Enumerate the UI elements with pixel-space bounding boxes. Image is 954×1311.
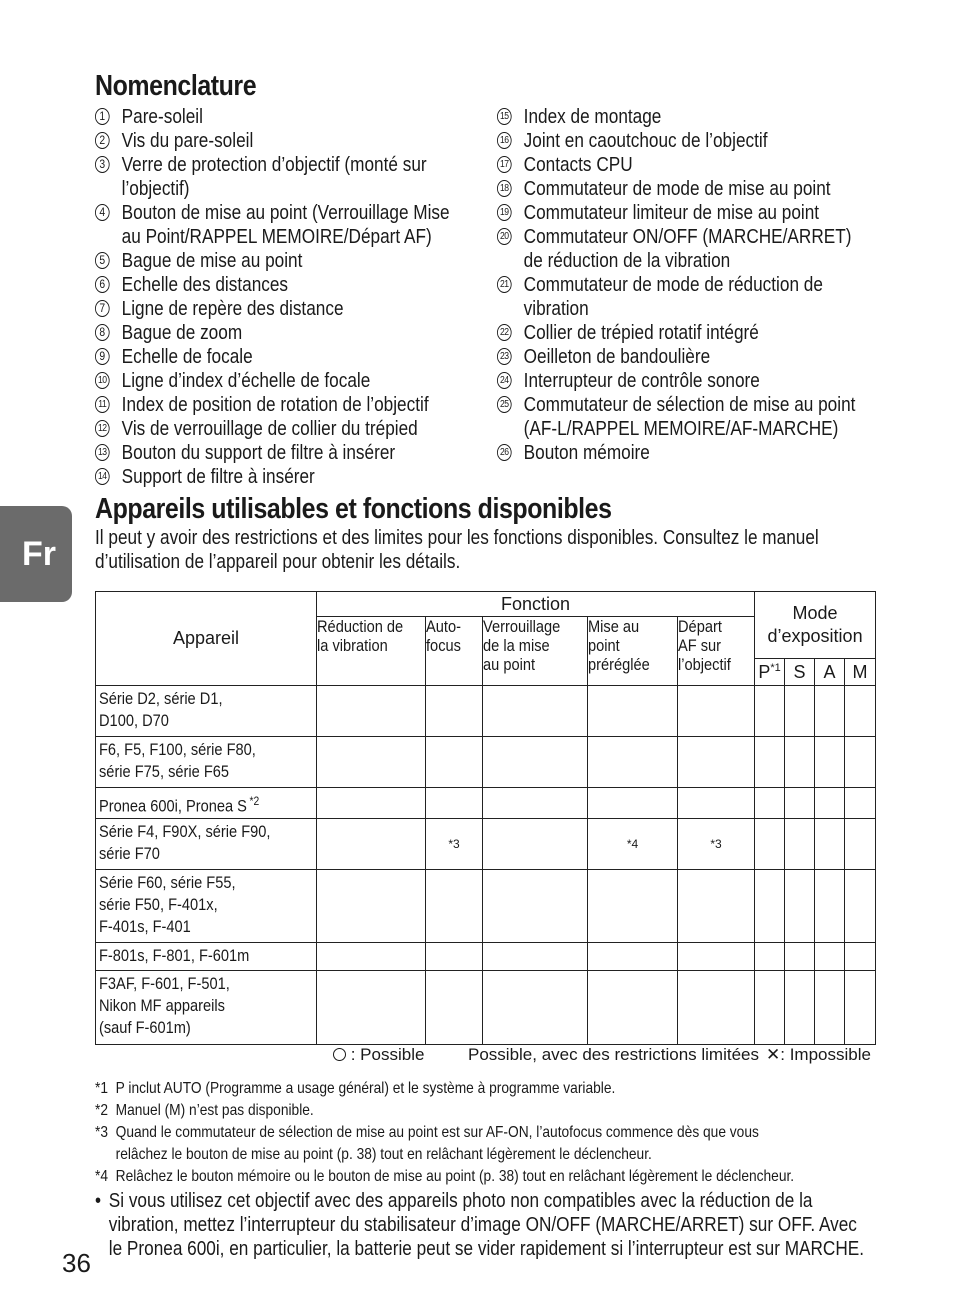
cross-icon: ✕ (766, 1045, 781, 1064)
camera-cell-inner (99, 790, 286, 818)
item-label: Vis de verrouillage de collier du trépied (121, 418, 418, 440)
function-cell (588, 686, 678, 737)
item-number-badge: 11 (95, 396, 110, 413)
item-number-badge: 15 (497, 108, 512, 125)
page-number: 36 (62, 1248, 91, 1278)
function-cell (815, 686, 845, 737)
function-cell (678, 788, 755, 819)
table-row (96, 788, 876, 819)
footnote-text: Quand le commutateur de sélection de mise au point est sur AF-ON, l’autofocus commence dès que vous (115, 1124, 759, 1141)
camera-cell (96, 970, 317, 1044)
item-number-badge: 1 (95, 108, 110, 125)
nomenclature-item (497, 393, 855, 441)
header-line: l’objectif (678, 655, 731, 674)
function-cell (785, 970, 815, 1044)
legend-impossible-text: : Impossible (780, 1045, 871, 1064)
function-cell (588, 942, 678, 970)
footnote (95, 1100, 794, 1122)
item-label-cont: de réduction de la vibration (523, 250, 731, 272)
nomenclature-item (95, 297, 450, 321)
camera-name: Série F60, série F55, (99, 872, 236, 892)
legend-possible (333, 1045, 424, 1065)
footnote (95, 1166, 794, 1188)
header-line: Réduction de (317, 617, 404, 636)
legend-possible-text: : Possible (350, 1045, 425, 1064)
item-label: Support de filtre à insérer (121, 466, 315, 488)
function-cell (483, 869, 588, 942)
function-cell (426, 869, 483, 942)
sub-reduction-vibration (317, 617, 426, 686)
footnotes-inner (95, 1078, 794, 1188)
camera-name: série F50, F-401x, (99, 894, 218, 914)
table-row (96, 970, 876, 1044)
camera-name: série F70 (99, 843, 160, 863)
item-label: Commutateur de sélection de mise au point (523, 394, 856, 416)
item-label: Commutateur limiteur de mise au point (523, 202, 820, 224)
mode-p-note: *1 (770, 661, 781, 674)
sub-vr-lines (317, 617, 410, 655)
camera-name: (sauf F-601m) (99, 1017, 191, 1037)
function-cell (483, 818, 588, 869)
footnote-text: Manuel (M) n’est pas disponible. (115, 1102, 314, 1119)
nomenclature-item (95, 417, 450, 441)
sub-autofocus (426, 617, 483, 686)
header-line: AF sur (678, 636, 722, 655)
camera-cell-inner (99, 688, 286, 732)
item-label: Collier de trépied rotatif intégré (523, 322, 759, 344)
nomenclature-left-inner (95, 105, 450, 489)
function-cell (785, 686, 815, 737)
bullet-note-inner (95, 1189, 864, 1261)
nomenclature-title (95, 70, 282, 103)
item-number-badge: 9 (95, 348, 110, 365)
sub-preset-lines (588, 617, 665, 674)
function-cell (588, 970, 678, 1044)
item-number-badge: 25 (497, 396, 512, 413)
nomenclature-item (95, 369, 450, 393)
function-cell (845, 788, 876, 819)
intro-line-2: d’utilisation de l’appareil pour obtenir les détails. (95, 551, 461, 573)
item-label: Interrupteur de contrôle sonore (523, 370, 760, 392)
nomenclature-item (95, 321, 450, 345)
header-line: au point (483, 655, 536, 674)
function-cell (845, 686, 876, 737)
camera-name-line (99, 973, 286, 995)
function-cell (426, 686, 483, 737)
function-cell (845, 818, 876, 869)
circle-icon (333, 1048, 346, 1061)
legend-impossible (766, 1045, 871, 1065)
header-line: Auto- (426, 617, 461, 636)
function-cell (678, 686, 755, 737)
item-label: Commutateur de mode de mise au point (523, 178, 831, 200)
function-cell (815, 970, 845, 1044)
item-label: Echelle des distances (121, 274, 289, 296)
function-cell (785, 788, 815, 819)
camera-name-line (99, 710, 286, 732)
function-cell (755, 869, 785, 942)
function-cell (426, 737, 483, 788)
mode-p (755, 659, 785, 686)
nomenclature-item (497, 129, 855, 153)
nomenclature-item (95, 393, 450, 417)
nomenclature-item (497, 369, 855, 393)
item-label: Bague de mise au point (121, 250, 303, 272)
function-cell: *4 (588, 818, 678, 869)
function-cell (588, 737, 678, 788)
footnote-text: P inclut AUTO (Programme a usage général) et le système à programme variable. (115, 1080, 616, 1097)
item-label-cont: (AF-L/RAPPEL MEMOIRE/AF-MARCHE) (523, 418, 839, 440)
mode-a: A (815, 659, 845, 686)
camera-name-line (99, 739, 286, 761)
function-cell (845, 942, 876, 970)
item-number-badge: 2 (95, 132, 110, 149)
item-label: Index de montage (523, 106, 662, 128)
function-cell (845, 737, 876, 788)
nomenclature-title-text: Nomenclature (95, 70, 257, 102)
item-label: Vis du pare-soleil (121, 130, 254, 152)
camera-name: Série F4, F90X, série F90, (99, 821, 271, 841)
function-cell (317, 788, 426, 819)
header-line: la vibration (317, 636, 388, 655)
compat-title (95, 493, 696, 526)
nomenclature-left-list (95, 105, 507, 489)
camera-name: Nikon MF appareils (99, 995, 225, 1015)
sub-mise-au-point-prereglee (588, 617, 678, 686)
item-number-badge: 13 (95, 444, 110, 461)
header-line: point (588, 636, 620, 655)
function-cell (815, 942, 845, 970)
nomenclature-item (497, 105, 855, 129)
intro-line-1: Il peut y avoir des restrictions et des limites pour les fonctions disponibles. Consultez le manuel (95, 527, 819, 549)
bullet-note (95, 1189, 954, 1261)
item-number-badge: 21 (497, 276, 512, 293)
camera-name-line (99, 790, 286, 818)
camera-name: Série D2, série D1, (99, 689, 223, 708)
function-cell (815, 788, 845, 819)
bullet-line-2: vibration, mettez l’interrupteur du stabilisateur d’image ON/OFF (MARCHE/ARRET) sur OFF. Avec (108, 1214, 857, 1236)
footnote (95, 1078, 794, 1100)
function-cell (755, 737, 785, 788)
function-cell (755, 686, 785, 737)
camera-name: série F75, série F65 (99, 762, 230, 781)
item-label: Contacts CPU (523, 154, 633, 176)
header-line: focus (426, 636, 461, 655)
bullet-line-3: le Pronea 600i, en particulier, la batterie peut se vider rapidement si l’interrupteur est sur MARCHE. (108, 1238, 865, 1260)
camera-name-line (99, 995, 286, 1017)
function-cell (483, 737, 588, 788)
nomenclature-item (497, 225, 855, 273)
function-cell (426, 788, 483, 819)
nomenclature-item (95, 465, 450, 489)
item-number-badge: 20 (497, 228, 512, 245)
function-cell (483, 788, 588, 819)
function-cell (317, 737, 426, 788)
footnote-text: Relâchez le bouton mémoire ou le bouton de mise au point (p. 38) tout en relâchant légèrement le déclencheur. (115, 1168, 795, 1185)
header-mode-exposition (755, 592, 876, 659)
item-label: Bouton du support de filtre à insérer (121, 442, 396, 464)
function-cell (483, 942, 588, 970)
compat-intro-inner (95, 526, 819, 574)
function-cell (845, 869, 876, 942)
item-label: Ligne d’index d’échelle de focale (121, 370, 371, 392)
header-mode-line1: Mode (792, 603, 838, 623)
nomenclature-item (497, 345, 855, 369)
item-label: Oeilleton de bandoulière (523, 346, 711, 368)
camera-cell-inner (99, 739, 286, 783)
camera-name: D100, D70 (99, 711, 169, 730)
item-label: Pare-soleil (121, 106, 203, 128)
footnotes (95, 1078, 908, 1188)
item-label: Index de position de rotation de l’objectif (121, 394, 429, 416)
legend-limited (468, 1045, 759, 1065)
item-label-cont: vibration (523, 298, 589, 320)
mode-p-label: P (758, 661, 771, 682)
mode-m: M (845, 659, 876, 686)
function-cell (426, 942, 483, 970)
camera-name: F3AF, F-601, F-501, (99, 973, 230, 993)
item-number-badge: 8 (95, 324, 110, 341)
nomenclature-right-inner (497, 105, 855, 465)
function-cell (678, 737, 755, 788)
item-label: Verre de protection d’objectif (monté sur (121, 154, 427, 176)
item-number-badge: 26 (497, 444, 512, 461)
camera-name: F-401s, F-401 (99, 916, 191, 936)
item-number-badge: 14 (95, 468, 110, 485)
nomenclature-item (95, 153, 450, 201)
footnote-label: *2 (95, 1102, 109, 1119)
function-cell: *3 (678, 818, 755, 869)
item-label: Echelle de focale (121, 346, 253, 368)
table-row (96, 869, 876, 942)
footnote (95, 1122, 794, 1166)
nomenclature-right-list (497, 105, 914, 465)
nomenclature-item (497, 177, 855, 201)
function-cell (845, 970, 876, 1044)
item-number-badge: 10 (95, 372, 110, 389)
camera-name-line (99, 821, 286, 843)
compat-table (95, 591, 876, 1045)
camera-name-line (99, 761, 286, 783)
function-cell (317, 818, 426, 869)
bullet-mark: • (95, 1190, 102, 1212)
footnote-label: *1 (95, 1080, 109, 1097)
header-line: Départ (678, 617, 722, 636)
header-line: Verrouillage (483, 617, 561, 636)
camera-cell (96, 942, 317, 970)
function-cell (678, 869, 755, 942)
language-tab: Fr (0, 506, 72, 602)
mode-s: S (785, 659, 815, 686)
item-label: Bague de zoom (121, 322, 243, 344)
item-number-badge: 16 (497, 132, 512, 149)
function-cell (785, 942, 815, 970)
item-number-badge: 12 (95, 420, 110, 437)
item-label: Bouton mémoire (523, 442, 650, 464)
function-cell (317, 686, 426, 737)
footnote-label: *4 (95, 1168, 109, 1185)
function-cell (815, 869, 845, 942)
function-cell (483, 970, 588, 1044)
footnote-text-cont: relâchez le bouton de mise au point (p. 38) tout en relâchant légèrement le déclencheur. (115, 1146, 652, 1163)
camera-note: *2 (249, 794, 260, 808)
item-label-cont: au Point/RAPPEL MEMOIRE/Départ AF) (121, 226, 432, 248)
camera-name: F6, F5, F100, série F80, (99, 740, 256, 759)
sub-afstart-lines (678, 617, 743, 674)
item-label: Joint en caoutchouc de l’objectif (523, 130, 768, 152)
compat-intro (95, 526, 937, 574)
item-number-badge: 5 (95, 252, 110, 269)
camera-name-line (99, 916, 286, 938)
item-number-badge: 17 (497, 156, 512, 173)
function-cell (588, 869, 678, 942)
function-cell (785, 869, 815, 942)
function-cell (755, 942, 785, 970)
function-cell (317, 869, 426, 942)
function-cell (755, 788, 785, 819)
function-cell (785, 818, 815, 869)
header-appareil: Appareil (96, 592, 317, 686)
nomenclature-item (95, 129, 450, 153)
sub-depart-af (678, 617, 755, 686)
header-line: Mise au (588, 617, 640, 636)
item-number-badge: 7 (95, 300, 110, 317)
legend-limited-text: Possible, avec des restrictions limitées (468, 1045, 760, 1064)
camera-cell-inner (99, 872, 286, 938)
function-cell: *3 (426, 818, 483, 869)
function-cell (815, 737, 845, 788)
function-cell (815, 818, 845, 869)
item-number-badge: 6 (95, 276, 110, 293)
item-number-badge: 19 (497, 204, 512, 221)
function-cell (678, 970, 755, 1044)
footnote-label: *3 (95, 1124, 109, 1141)
camera-name-line (99, 688, 286, 710)
nomenclature-item (95, 273, 450, 297)
item-number-badge: 23 (497, 348, 512, 365)
function-cell (317, 942, 426, 970)
nomenclature-item (497, 441, 855, 465)
function-cell (678, 942, 755, 970)
camera-cell (96, 686, 317, 737)
function-cell (483, 686, 588, 737)
nomenclature-item (497, 153, 855, 177)
header-line: de la mise (483, 636, 550, 655)
item-label-cont: l’objectif) (121, 178, 190, 200)
camera-cell-inner (99, 973, 286, 1039)
header-line: préréglée (588, 655, 650, 674)
function-cell (426, 970, 483, 1044)
header-fonction: Fonction (317, 592, 755, 617)
table-row (96, 942, 876, 970)
item-label: Bouton de mise au point (Verrouillage Mise (121, 202, 450, 224)
camera-cell (96, 818, 317, 869)
function-cell (785, 737, 815, 788)
header-mode-line2: d’exposition (767, 626, 863, 646)
bullet-line-1: Si vous utilisez cet objectif avec des appareils photo non compatibles avec la réduction de la (108, 1190, 813, 1212)
item-number-badge: 18 (497, 180, 512, 197)
table-row (96, 686, 876, 737)
function-cell (755, 818, 785, 869)
item-label: Commutateur de mode de réduction de (523, 274, 823, 296)
item-number-badge: 22 (497, 324, 512, 341)
function-cell (317, 970, 426, 1044)
table-row (96, 818, 876, 869)
nomenclature-item (497, 321, 855, 345)
nomenclature-item (95, 201, 450, 249)
camera-name: Pronea 600i, Pronea S (99, 796, 247, 816)
camera-name-line (99, 1017, 286, 1039)
camera-cell-inner (99, 945, 286, 967)
sub-af-lines (426, 617, 474, 655)
camera-name-line (99, 872, 286, 894)
nomenclature-item (95, 249, 450, 273)
camera-name: F-801s, F-801, F-601m (99, 945, 250, 965)
item-label: Ligne de repère des distance (121, 298, 344, 320)
nomenclature-item (95, 441, 450, 465)
camera-name-line (99, 894, 286, 916)
function-cell (755, 970, 785, 1044)
camera-cell-inner (99, 821, 286, 865)
camera-cell (96, 788, 317, 819)
camera-name-line (99, 945, 286, 967)
nomenclature-item (497, 201, 855, 225)
item-number-badge: 24 (497, 372, 512, 389)
sub-lock-lines (483, 617, 572, 674)
compat-table-body (96, 686, 876, 1045)
camera-cell (96, 869, 317, 942)
camera-name-line (99, 843, 286, 865)
function-cell (588, 788, 678, 819)
item-number-badge: 3 (95, 156, 110, 173)
nomenclature-item (497, 273, 855, 321)
table-row (96, 737, 876, 788)
nomenclature-item (95, 345, 450, 369)
item-label: Commutateur ON/OFF (MARCHE/ARRET) (523, 226, 852, 248)
item-number-badge: 4 (95, 204, 110, 221)
sub-verrouillage (483, 617, 588, 686)
camera-cell (96, 737, 317, 788)
nomenclature-item (95, 105, 450, 129)
compat-title-text: Appareils utilisables et fonctions disponibles (95, 493, 612, 525)
